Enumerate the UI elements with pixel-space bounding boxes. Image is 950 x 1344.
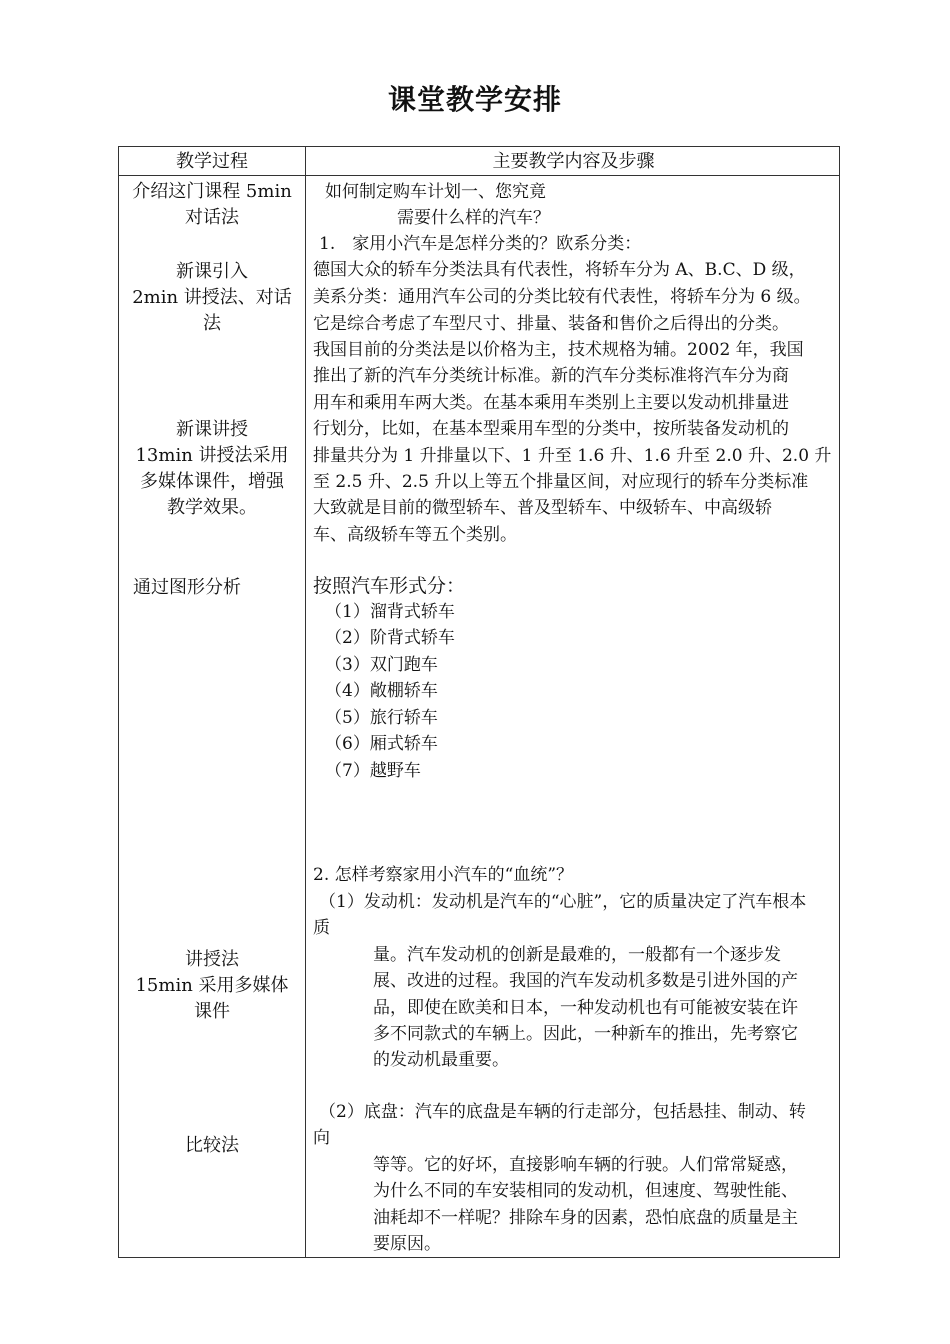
left-lecture-1: 新课讲授 [176, 419, 248, 440]
engine-line: （1）发动机：发动机是汽车的“心脏”，它的质量决定了汽车根本 [319, 892, 807, 912]
engine-line: 质 [313, 918, 330, 938]
form-item: （5）旅行轿车 [325, 708, 438, 728]
form-item: （7）越野车 [325, 761, 421, 781]
left-method-3: 课件 [194, 1001, 230, 1022]
para-line: 行划分，比如，在基本型乘用车型的分类中，按所装备发动机的 [313, 419, 789, 439]
left-newintro-3: 法 [203, 313, 221, 334]
chassis-body: 等等。它的好坏，直接影响车辆的行驶。人们常常疑惑， [373, 1155, 798, 1175]
left-newintro-1: 新课引入 [176, 261, 248, 282]
form-item: （3）双门跑车 [325, 655, 438, 675]
chassis-line: 向 [313, 1128, 330, 1148]
para-line: 用车和乘用车两大类。在基本乘用车类别上主要以发动机排量进 [313, 393, 789, 413]
header-process: 教学过程 [176, 151, 248, 172]
para-line: 车、高级轿车等五个类别。 [313, 525, 517, 545]
page-title: 课堂教学安排 [387, 83, 562, 116]
para-line: 它是综合考虑了车型尺寸、排量、装备和售价之后得出的分类。 [313, 314, 789, 334]
form-item: （6）厢式轿车 [325, 734, 438, 754]
left-graph: 通过图形分析 [133, 577, 241, 598]
right-s1: 1. 家用小汽车是怎样分类的？欧系分类： [319, 234, 642, 254]
left-lecture-3: 多媒体课件，增强 [140, 471, 284, 492]
para-line: 推出了新的汽车分类统计标准。新的汽车分类标准将汽车分为商 [313, 366, 789, 386]
engine-body: 量。汽车发动机的创新是最难的，一般都有一个逐步发 [373, 945, 781, 965]
left-method-1: 讲授法 [185, 949, 239, 970]
engine-body: 展、改进的过程。我国的汽车发动机多数是引进外国的产 [373, 971, 798, 991]
column-divider [305, 147, 306, 1257]
form-item: （1）溜背式轿车 [325, 602, 455, 622]
left-compare: 比较法 [185, 1135, 239, 1156]
right-q1b: 需要什么样的汽车？ [397, 208, 550, 228]
left-method-2: 15min 采用多媒体 [135, 975, 289, 996]
form-item: （4）敞棚轿车 [325, 681, 438, 701]
form-heading: 按照汽车形式分： [313, 575, 466, 597]
left-lecture-2: 13min 讲授法采用 [135, 445, 289, 466]
left-intro-2: 对话法 [185, 207, 239, 228]
engine-body: 品，即使在欧美和日本，一种发动机也有可能被安装在许 [373, 998, 798, 1018]
engine-body: 的发动机最重要。 [373, 1050, 509, 1070]
para-line: 我国目前的分类法是以价格为主，技术规格为辅。2002 年，我国 [313, 340, 804, 360]
left-intro-1: 介绍这门课程 5min [132, 181, 292, 202]
form-item: （2）阶背式轿车 [325, 628, 455, 648]
para-line: 至 2.5 升、2.5 升以上等五个排量区间，对应现行的轿车分类标准 [313, 472, 809, 492]
right-q1: 如何制定购车计划一、您究竟 [325, 182, 546, 202]
chassis-body: 要原因。 [373, 1234, 441, 1254]
left-lecture-4: 教学效果。 [167, 497, 257, 518]
lesson-table [118, 146, 840, 1258]
para-line: 美系分类：通用汽车公司的分类比较有代表性，将轿车分为 6 级。 [313, 287, 811, 307]
para-line: 排量共分为 1 升排量以下、1 升至 1.6 升、1.6 升至 2.0 升、2.0 升 [313, 446, 832, 466]
right-s2: 2. 怎样考察家用小汽车的“血统”？ [313, 865, 574, 885]
header-divider [119, 175, 839, 176]
para-line: 德国大众的轿车分类法具有代表性，将轿车分为 A、B.C、D 级， [313, 260, 806, 280]
chassis-body: 为什么不同的车安装相同的发动机，但速度、驾驶性能、 [373, 1181, 798, 1201]
para-line: 大致就是目前的微型轿车、普及型轿车、中级轿车、中高级轿 [313, 498, 772, 518]
left-newintro-2: 2min 讲授法、对话 [132, 287, 292, 308]
chassis-line: （2）底盘：汽车的底盘是车辆的行走部分，包括悬挂、制动、转 [319, 1102, 806, 1122]
header-content: 主要教学内容及步骤 [492, 151, 655, 172]
chassis-body: 油耗却不一样呢？排除车身的因素，恐怕底盘的质量是主 [373, 1208, 798, 1228]
engine-body: 多不同款式的车辆上。因此，一种新车的推出，先考察它 [373, 1024, 798, 1044]
